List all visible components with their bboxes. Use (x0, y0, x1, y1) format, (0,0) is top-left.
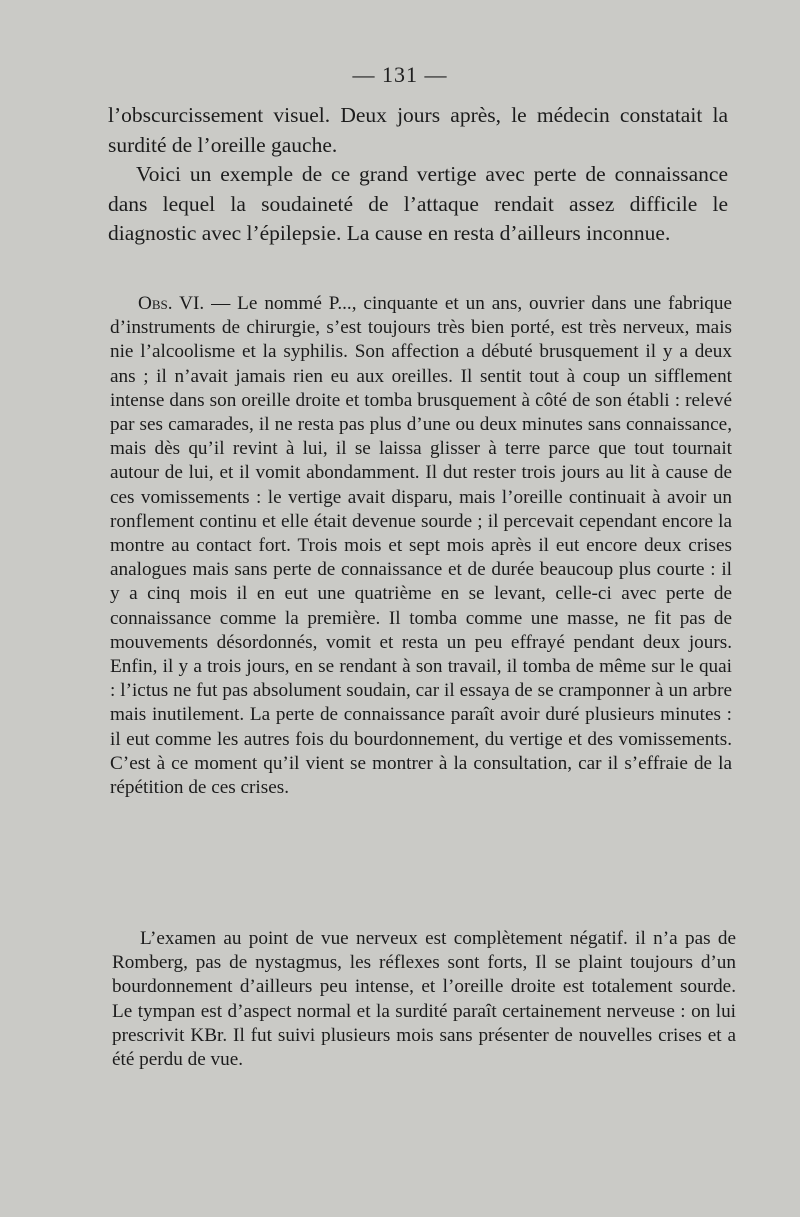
examination-text (112, 927, 736, 1072)
paragraph-examination: L’examen au point de vue nerveux est complètement négatif. il n’a pas de Romberg, pas de nystagmus, les réflexes sont forts, Il se plaint toujours d’un bourdonnement d’ailleurs peu intense, et l’oreille droite est totalement sourde. Le tympan est d’aspect normal et la surdité paraît certainement nerveuse : on lui prescrivit KBr. Il fut suivi plusieurs mois sans présenter de nouvelles crises et a été perdu de vue. (112, 928, 736, 1071)
observation-body: — Le nommé P..., cinquante et un ans, ouvrier dans une fabrique d’instruments de chirurgie, s’est toujours très bien porté, est très nerveux, mais nie l’alcoolisme et la syphilis. Son affection a débuté brusquement il y a deux ans ; il n’avait jamais rien eu aux oreilles. Il sentit tout à coup un sifflement intense dans son oreille droite et tomba brusquement à côté de son établi : relevé par ses camarades, il ne resta pas plus d’une ou deux minutes sans connaissance, mais dès qu’il revint à lui, il se laissa glisser à terre parce que tout tournait autour de lui, et il vomit abondamment. Il dut rester trois jours au lit à cause de ces vomissements : le vertige avait disparu, mais l’oreille continuait à avoir un ronflement continu et elle était devenue sourde ; il percevait cependant encore la montre au contact fort. Trois mois et sept mois après il eut encore deux crises analogues mais sans perte de connaissance et de durée beaucoup plus courte : il y a cinq mois il en eut une quatrième en se levant, celle-ci avec perte de connaissance comme la première. Il tomba comme une masse, ne fit pas de mouvements désordonnés, vomit et resta un peu effrayé pendant deux jours. Enfin, il y a trois jours, en se rendant à son travail, il tomba de même sur le quai : l’ictus ne fut pas absolument soudain, car il essaya de se cramponner à un arbre mais inutilement. La perte de connaissance paraît avoir duré plusieurs minutes : il eut comme les autres fois du bourdonnement, du vertige et des vomissements. C’est à ce moment qu’il vient se montrer à la consultation, car il s’effraie de la répétition de ces crises. (110, 293, 732, 799)
page-number: — 131 — (352, 62, 448, 87)
paragraph-example-intro: Voici un exemple de ce grand vertige avec perte de connaissance dans lequel la soudaineté de l’attaque rendait assez difficile le diagnostic avec l’épilepsie. La cause en resta d’ailleurs inconnue. (108, 162, 728, 245)
observation-label: Obs. VI. (138, 293, 205, 314)
paragraph-observation (110, 292, 732, 800)
observation-text (110, 292, 732, 800)
intro-text (108, 101, 728, 249)
paragraph-continuation: l’obscurcissement visuel. Deux jours après, le médecin constatait la surdité de l’oreille gauche. (108, 103, 728, 157)
